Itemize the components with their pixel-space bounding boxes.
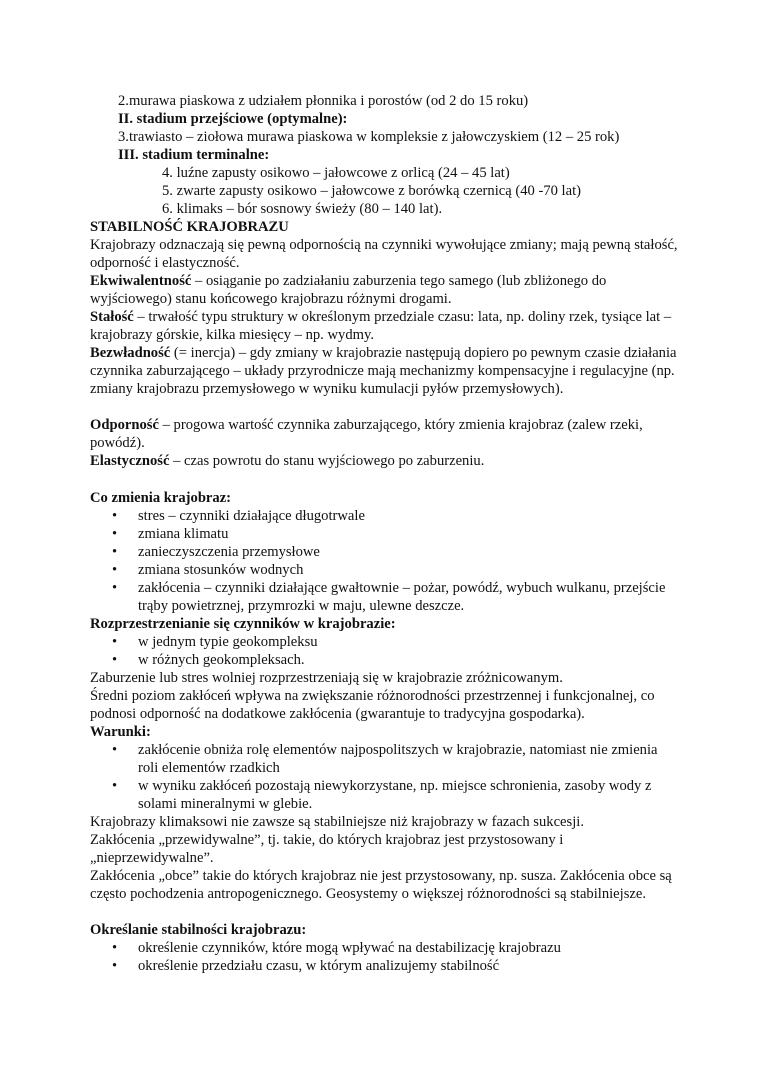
definition-ekwiwalentnosc bbox=[90, 272, 680, 308]
spread-heading bbox=[90, 615, 680, 633]
bullet-icon: • bbox=[112, 778, 118, 794]
definition-term: Odporność bbox=[90, 417, 159, 433]
list-item-text: określenie czynników, które mogą wpływać na destabilizację krajobrazu bbox=[138, 940, 561, 956]
definition-text: – progowa wartość czynnika zaburzającego, który zmienia krajobraz (zalew rzeki, powódź). bbox=[90, 417, 643, 452]
stage-2-heading-text: II. stadium przejściowe (optymalne): bbox=[118, 111, 348, 127]
list-item-text: w różnych geokompleksach. bbox=[138, 652, 305, 668]
definition-term: Stałość bbox=[90, 309, 134, 325]
stability-heading bbox=[90, 218, 680, 236]
list-item-text: określenie przedziału czasu, w którym analizujemy stabilność bbox=[138, 958, 500, 974]
succession-stage-6: 6. klimaks – bór sosnowy świeży (80 – 140 lat). bbox=[162, 201, 443, 217]
definition-odpornosc bbox=[90, 416, 680, 452]
succession-stage-2: 2.murawa piaskowa z udziałem płonnika i porostów (od 2 do 15 roku) bbox=[118, 93, 529, 109]
definition-term: Bezwładność bbox=[90, 345, 171, 361]
list-item-text: zanieczyszczenia przemysłowe bbox=[138, 544, 320, 560]
definition-term: Elastyczność bbox=[90, 453, 170, 469]
definition-stalosc bbox=[90, 308, 680, 344]
conditions-paragraph-1: Krajobrazy klimaksowi nie zawsze są stabilniejsze niż krajobrazy w fazach sukcesji. bbox=[90, 814, 584, 830]
conditions-heading bbox=[90, 723, 680, 741]
bullet-icon: • bbox=[112, 508, 118, 524]
definition-text: – czas powrotu do stanu wyjściowego po zaburzeniu. bbox=[169, 453, 485, 469]
list-item-text: zmiana stosunków wodnych bbox=[138, 562, 304, 578]
succession-stage-5: 5. zwarte zapusty osikowo – jałowcowe z borówką czernicą (40 -70 lat) bbox=[162, 183, 582, 199]
spread-paragraph-2: Średni poziom zakłóceń wpływa na zwiększanie różnorodności przestrzennej i funkcjonalnej, co podnosi odporność na dodatkowe zakłócenia (gwarantuje to tradycyjna gospodarka). bbox=[90, 688, 655, 723]
list-item-text: stres – czynniki działające długotrwale bbox=[138, 508, 365, 524]
stability-heading-text: STABILNOŚĆ KRAJOBRAZU bbox=[90, 219, 289, 235]
bullet-icon: • bbox=[112, 562, 118, 578]
list-item-text: zakłócenie obniża rolę elementów najpospolitszych w krajobrazie, natomiast nie zmienia roli elementów rzadkich bbox=[138, 742, 658, 777]
definition-text: – osiąganie po zadziałaniu zaburzenia tego samego (lub zbliżonego do wyjściowego) stanu końcowego krajobrazu różnymi drogami. bbox=[90, 273, 607, 308]
definition-text: – trwałość typu struktury w określonym przedziale czasu: lata, np. doliny rzek, tysiące lat – krajobrazy górskie, kilka miesięcy – np. wydmy. bbox=[90, 309, 672, 344]
stage-3-heading-text: III. stadium terminalne: bbox=[118, 147, 270, 163]
succession-stage-3: 3.trawiasto – ziołowa murawa piaskowa w kompleksie z jałowczyskiem (12 – 25 rok) bbox=[118, 129, 620, 145]
bullet-icon: • bbox=[112, 544, 118, 560]
definition-text: (= inercja) – gdy zmiany w krajobrazie następują dopiero po pewnym czasie działania czynnika zaburzającego – układy przyrodnicze mają mechanizmy kompensacyjne i regulacyjne (np. zmiany krajobrazu przemysłowego w wyniku kumulacji pyłów przemysłowych). bbox=[90, 345, 677, 398]
bullet-icon: • bbox=[112, 742, 118, 758]
determining-heading bbox=[90, 921, 680, 939]
stability-intro: Krajobrazy odznaczają się pewną odpornością na czynniki wywołujące zmiany; mają pewną stałość, odporność i elastyczność. bbox=[90, 237, 678, 272]
bullet-icon: • bbox=[112, 580, 118, 596]
bullet-icon: • bbox=[112, 652, 118, 668]
change-heading-text: Co zmienia krajobraz: bbox=[90, 490, 232, 506]
bullet-icon: • bbox=[112, 526, 118, 542]
spread-heading-text: Rozprzestrzenianie się czynników w krajobrazie: bbox=[90, 616, 396, 632]
list-item-text: w wyniku zakłóceń pozostają niewykorzystane, np. miejsce schronienia, zasoby wody z solami mineralnymi w glebie. bbox=[138, 778, 652, 813]
definition-elastycznosc bbox=[90, 452, 680, 470]
definition-bezwladnosc bbox=[90, 344, 680, 399]
change-heading bbox=[90, 489, 680, 507]
stage-2-heading bbox=[118, 110, 708, 128]
conditions-heading-text: Warunki: bbox=[90, 724, 151, 740]
conditions-paragraph-3: Zakłócenia „obce” takie do których krajobraz nie jest przystosowany, np. susza. Zakłócenia obce są często pochodzenia antropogenicznego. Geosystemy o większej różnorodności są stabilniejsze. bbox=[90, 868, 672, 903]
bullet-icon: • bbox=[112, 958, 118, 974]
conditions-paragraph-2: Zakłócenia „przewidywalne”, tj. takie, do których krajobraz jest przystosowany i „nieprzewidywalne”. bbox=[90, 832, 564, 867]
list-item-text: zakłócenia – czynniki działające gwałtownie – pożar, powódź, wybuch wulkanu, przejście trąby powietrznej, przymrozki w maju, ulewne deszcze. bbox=[138, 580, 666, 615]
spread-paragraph-1: Zaburzenie lub stres wolniej rozprzestrzeniają się w krajobrazie zróżnicowanym. bbox=[90, 670, 563, 686]
bullet-icon: • bbox=[112, 940, 118, 956]
determining-heading-text: Określanie stabilności krajobrazu: bbox=[90, 922, 307, 938]
list-item-text: w jednym typie geokompleksu bbox=[138, 634, 318, 650]
list-item-text: zmiana klimatu bbox=[138, 526, 229, 542]
stage-3-heading bbox=[118, 146, 708, 164]
bullet-icon: • bbox=[112, 634, 118, 650]
succession-stage-4: 4. luźne zapusty osikowo – jałowcowe z orlicą (24 – 45 lat) bbox=[162, 165, 510, 181]
definition-term: Ekwiwalentność bbox=[90, 273, 192, 289]
